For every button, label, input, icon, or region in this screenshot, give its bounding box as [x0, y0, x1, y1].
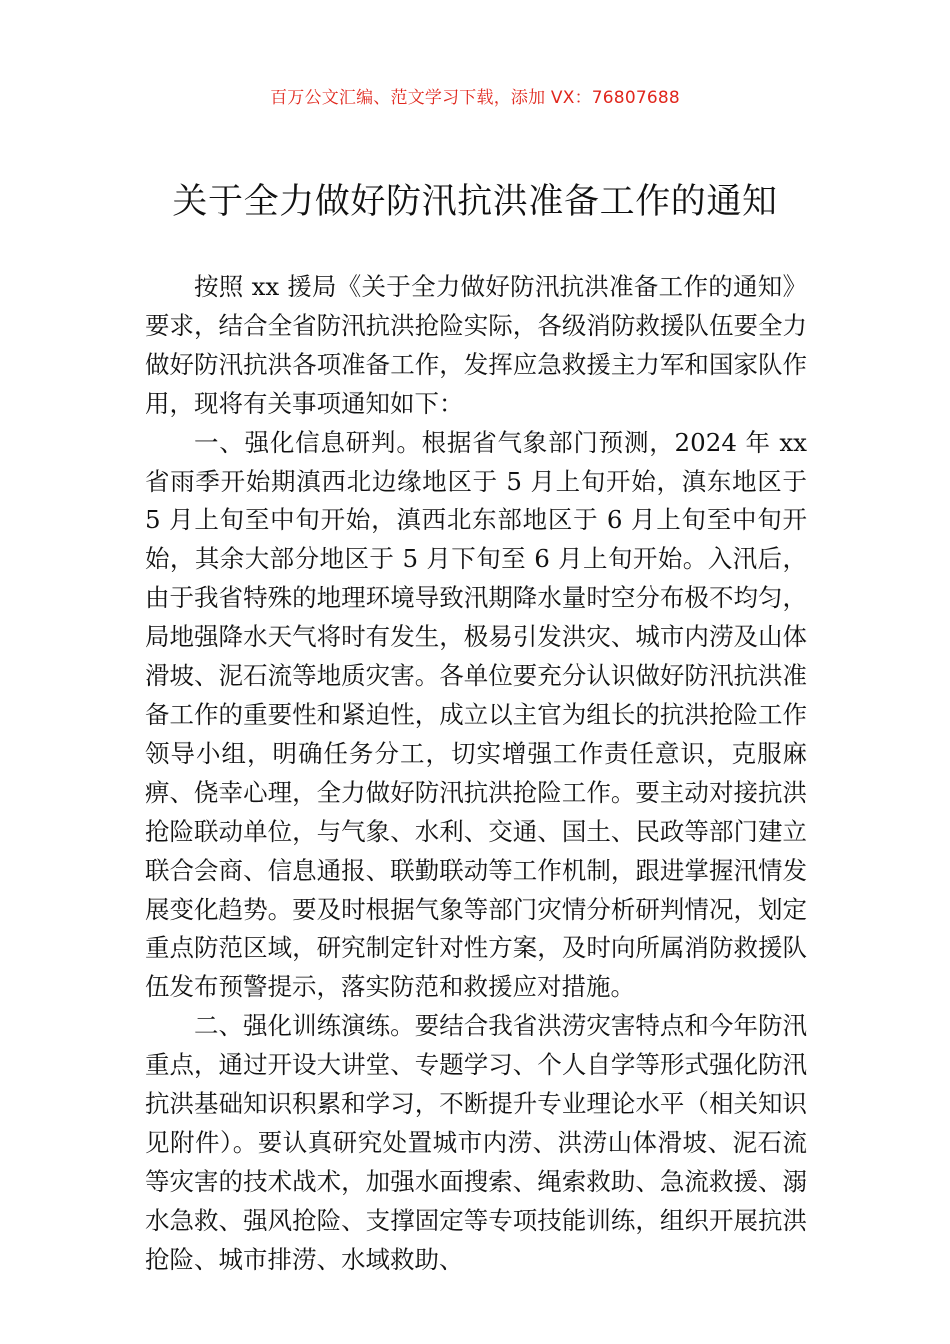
document-body [145, 268, 807, 1280]
document-title: 关于全力做好防汛抗洪准备工作的通知 [172, 182, 778, 222]
header-note: 百万公文汇编、范文学习下载，添加 VX：76807688 [270, 88, 680, 108]
paragraph-section-1: 一、强化信息研判。根据省气象部门预测，2024 年 xx 省雨季开始期滇西北边缘地区于 5 月上旬开始，滇东地区于 5 月上旬至中旬开始，滇西北东部地区于 6 月上旬至中旬开始，其余大部分地区于 5 月下旬至 6 月上旬开始。入汛后，由于我省特殊的地理环境导致汛期降水量时空分布极不均匀，局地强降水天气将时有发生，极易引发洪灾、城市内涝及山体滑坡、泥石流等地质灾害。各单位要充分认识做好防汛抗洪准备工作的重要性和紧迫性，成立以主官为组长的抗洪抢险工作领导小组，明确任务分工，切实增强工作责任意识，克服麻痹、侥幸心理，全力做好防汛抗洪抢险工作。要主动对接抗洪抢险联动单位，与气象、水利、交通、国土、民政等部门建立联合会商、信息通报、联勤联动等工作机制，跟进掌握汛情发展变化趋势。要及时根据气象等部门灾情分析研判情况，划定重点防范区域，研究制定针对性方案，及时向所属消防救援队伍发布预警提示，落实防范和救援应对措施。 [145, 427, 807, 1002]
paragraph-intro: 按照 xx 援局《关于全力做好防汛抗洪准备工作的通知》要求，结合全省防汛抗洪抢险实际，各级消防救援队伍要全力做好防汛抗洪各项准备工作，发挥应急救援主力军和国家队作用，现将有关事项通知如下： [145, 272, 807, 418]
paragraph-section-2: 二、强化训练演练。要结合我省洪涝灾害特点和今年防汛重点，通过开设大讲堂、专题学习、个人自学等形式强化防汛抗洪基础知识积累和学习，不断提升专业理论水平（相关知识见附件）。要认真研究处置城市内涝、洪涝山体滑坡、泥石流等灾害的技术战术，加强水面搜索、绳索救助、急流救援、溺水急救、强风抢险、支撑固定等专项技能训练，组织开展抗洪抢险、城市排涝、水域救助、 [145, 1011, 807, 1274]
